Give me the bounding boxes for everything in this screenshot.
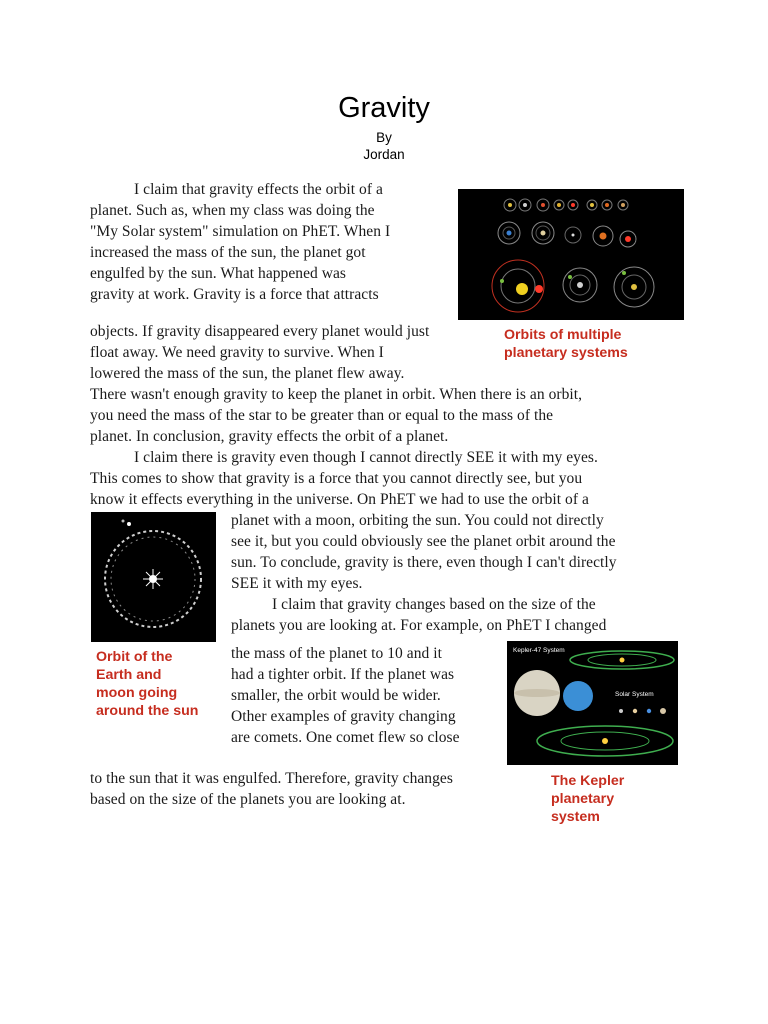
orbits-caption [504, 326, 628, 362]
document-title: Gravity [338, 92, 430, 124]
text-line: SEE it with my eyes. [231, 575, 363, 592]
text-line: you need the mass of the star to be greater than or equal to the mass of the [90, 407, 554, 424]
text-line: planets you are looking at. For example, on PhET I changed [231, 617, 607, 634]
text-line: engulfed by the sun. What happened was [90, 265, 346, 282]
kepler-image [507, 641, 678, 765]
text-line: the mass of the planet to 10 and it [231, 645, 442, 662]
text-line: I claim there is gravity even though I cannot directly SEE it with my eyes. [134, 449, 598, 466]
caption-line: moon going [96, 685, 178, 701]
text-line: see it, but you could obviously see the planet orbit around the [231, 533, 616, 550]
text-line: are comets. One comet flew so close [231, 729, 460, 746]
byline-label: By [376, 130, 392, 145]
text-line: based on the size of the planets you are looking at. [90, 791, 406, 808]
text-line: gravity at work. Gravity is a force that attracts [90, 286, 379, 303]
caption-line: system [551, 809, 600, 825]
caption-line: The Kepler [551, 773, 625, 789]
earth-moon-image [91, 512, 216, 642]
caption-line: around the sun [96, 703, 199, 719]
caption-line: planetary [551, 791, 615, 807]
text-line: to the sun that it was engulfed. Therefore, gravity changes [90, 770, 453, 787]
text-line: I claim that gravity changes based on the size of the [272, 596, 596, 613]
text-line: had a tighter orbit. If the planet was [231, 666, 455, 683]
text-line: planet with a moon, orbiting the sun. You could not directly [231, 512, 604, 529]
text-line: increased the mass of the sun, the planet got [90, 244, 366, 261]
text-line: know it effects everything in the universe. On PhET we had to use the orbit of a [90, 491, 589, 508]
caption-line: Earth and [96, 667, 162, 683]
solar-system-label: Solar System [615, 691, 654, 698]
text-line: float away. We need gravity to survive. When I [90, 344, 384, 361]
author-name: Jordan [363, 147, 405, 162]
caption-line: Orbits of multiple [504, 327, 622, 343]
text-line: objects. If gravity disappeared every planet would just [90, 323, 430, 340]
caption-line: Orbit of the [96, 649, 173, 665]
text-line: I claim that gravity effects the orbit of a [134, 181, 383, 198]
kepler-caption [551, 772, 624, 826]
text-line: sun. To conclude, gravity is there, even though I can't directly [231, 554, 617, 571]
orbits-image [458, 189, 684, 320]
text-line: planet. Such as, when my class was doing the [90, 202, 375, 219]
text-line: Other examples of gravity changing [231, 708, 456, 725]
text-line: planet. In conclusion, gravity effects the orbit of a planet. [90, 428, 449, 445]
text-line: smaller, the orbit would be wider. [231, 687, 441, 704]
text-line: "My Solar system" simulation on PhET. When I [90, 223, 391, 240]
text-line: lowered the mass of the sun, the planet flew away. [90, 365, 405, 382]
caption-line: planetary systems [504, 345, 628, 361]
text-line: There wasn't enough gravity to keep the planet in orbit. When there is an orbit, [90, 386, 583, 403]
earth-moon-caption [96, 648, 198, 720]
text-line: This comes to show that gravity is a force that you cannot directly see, but you [90, 470, 583, 487]
kepler-inset-title: Kepler-47 System [513, 647, 565, 654]
